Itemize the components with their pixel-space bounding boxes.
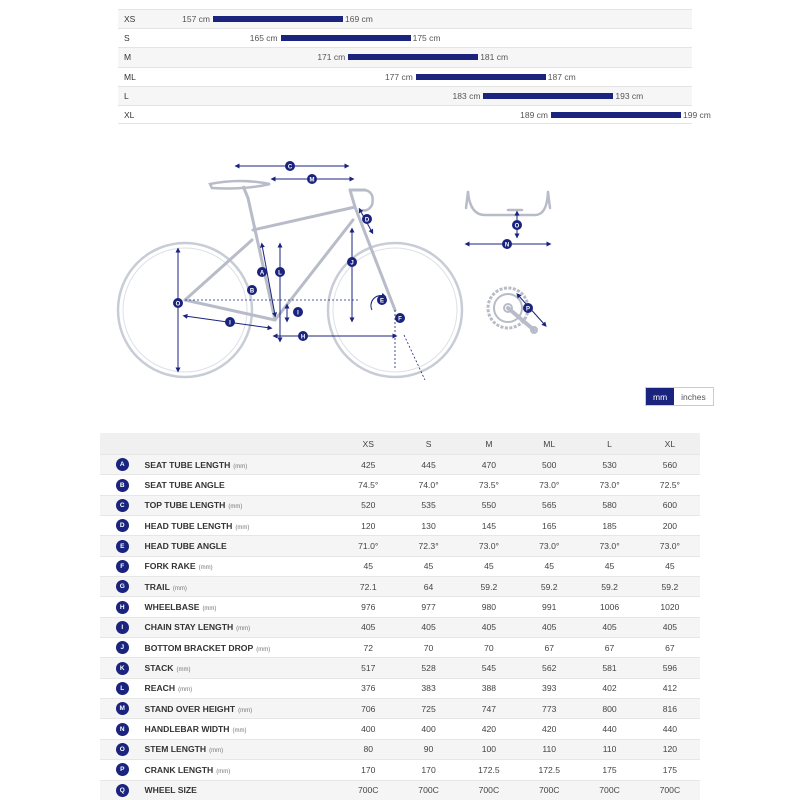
svg-text:I: I (229, 320, 231, 327)
row-label (145, 724, 339, 734)
row-label-text: WHEELBASE (144, 602, 200, 613)
height-range-bar (213, 16, 343, 22)
table-cell: 420 (481, 724, 497, 735)
row-letter-badge: M (116, 702, 129, 715)
row-label-text: STEM LENGTH (144, 744, 207, 755)
table-cell: 45 (363, 561, 374, 572)
handlebar-detail (466, 192, 550, 215)
table-cell: 67 (665, 642, 675, 653)
table-cell: 773 (542, 703, 557, 714)
height-range-chart (118, 9, 711, 124)
row-unit: (mm) (198, 565, 213, 572)
diagram-label-a (257, 267, 267, 277)
column-header-xl: XL (664, 438, 676, 449)
column-header-xs: XS (362, 438, 374, 449)
table-cell: 73.0° (599, 480, 620, 491)
table-cell: 530 (602, 459, 617, 470)
table-cell: 700C (418, 785, 439, 796)
row-label-text: TRAIL (144, 581, 170, 592)
height-range-bar (551, 112, 681, 118)
diagram-label-n (502, 239, 512, 249)
height-max-label: 175 cm (412, 33, 441, 44)
table-row (100, 719, 700, 739)
height-row-l (118, 86, 692, 105)
row-label (145, 602, 339, 612)
height-range-bar (281, 35, 411, 41)
table-cell: 120 (361, 520, 376, 531)
diagram-label-e (377, 295, 387, 305)
table-cell: 45 (423, 561, 434, 572)
geometry-table (100, 433, 700, 800)
table-row (100, 679, 700, 699)
handlebar-drop (362, 190, 373, 210)
height-max-label: 199 cm (683, 109, 711, 120)
table-cell: 72.1 (359, 581, 377, 592)
row-letter-badge: K (116, 662, 129, 675)
diagram-label-p (523, 303, 533, 313)
table-cell: 405 (481, 622, 497, 633)
table-cell: 700C (599, 785, 620, 796)
table-cell: 90 (423, 744, 434, 755)
height-row-size: XS (124, 14, 136, 24)
row-label-text: STAND OVER HEIGHT (144, 703, 236, 714)
height-row-size: S (124, 33, 130, 44)
row-label (145, 622, 339, 632)
height-row-size: ML (124, 71, 136, 82)
table-cell: 700C (659, 785, 681, 796)
table-cell: 70 (484, 642, 494, 653)
svg-text:C: C (287, 164, 293, 171)
row-unit: (mm) (202, 606, 217, 613)
table-cell: 747 (481, 703, 497, 714)
table-row (100, 699, 700, 719)
height-row-size: XL (124, 109, 135, 120)
table-cell: 445 (421, 459, 436, 470)
table-row (100, 557, 700, 577)
diagram-label-l (307, 174, 317, 184)
table-cell: 470 (481, 459, 497, 470)
table-row (100, 516, 700, 536)
row-letter-badge: E (116, 540, 129, 553)
table-cell: 1006 (599, 602, 620, 613)
table-cell: 562 (542, 663, 557, 674)
svg-text:M: M (309, 177, 315, 184)
table-cell: 440 (662, 724, 678, 735)
table-row (100, 740, 700, 760)
row-unit: (mm) (176, 667, 191, 674)
table-cell: 175 (662, 764, 678, 775)
table-row (100, 618, 700, 638)
table-cell: 980 (481, 602, 497, 613)
table-cell: 700C (478, 785, 500, 796)
diagram-label-h (298, 331, 308, 341)
table-cell: 59.2 (540, 581, 558, 592)
row-label (145, 785, 339, 795)
row-label (145, 521, 339, 531)
table-cell: 120 (662, 744, 678, 755)
table-cell: 560 (662, 459, 678, 470)
row-letter-badge: G (116, 580, 129, 593)
row-label (145, 541, 339, 551)
diagram-label-c (285, 161, 295, 171)
row-letter-badge: I (116, 621, 129, 634)
svg-text:O: O (514, 223, 520, 230)
row-letter-badge: O (116, 743, 129, 756)
row-letter-badge: N (116, 723, 129, 736)
table-row (100, 577, 700, 597)
row-letter-badge: D (116, 519, 129, 532)
row-label-text: BOTTOM BRACKET DROP (144, 642, 254, 653)
row-unit: (mm) (233, 463, 248, 470)
row-unit: (mm) (238, 707, 253, 714)
svg-text:O: O (175, 301, 181, 308)
table-cell: 175 (602, 764, 617, 775)
table-row (100, 638, 700, 658)
unit-toggle (645, 387, 714, 406)
table-cell: 405 (602, 622, 617, 633)
column-header-l: L (607, 438, 612, 449)
row-label (145, 765, 339, 775)
table-cell: 706 (361, 703, 376, 714)
table-cell: 130 (421, 520, 436, 531)
svg-text:F: F (398, 316, 402, 323)
table-cell: 185 (602, 520, 617, 531)
row-unit: (mm) (232, 728, 247, 735)
table-row (100, 475, 700, 495)
row-label-text: CRANK LENGTH (144, 764, 214, 775)
row-letter-badge: C (116, 499, 129, 512)
svg-text:I: I (297, 310, 299, 317)
row-unit: (mm) (256, 646, 271, 653)
table-cell: 596 (662, 663, 678, 674)
row-label-text: FORK RAKE (144, 561, 196, 572)
table-cell: 73.0° (539, 480, 560, 491)
height-max-label: 193 cm (615, 90, 644, 101)
table-cell: 70 (423, 642, 434, 653)
table-cell: 580 (602, 500, 617, 511)
row-letter-badge: L (116, 682, 129, 695)
table-cell: 388 (481, 683, 497, 694)
table-cell: 520 (361, 500, 376, 511)
row-unit: (mm) (228, 504, 243, 511)
table-row (100, 781, 700, 800)
table-cell: 100 (481, 744, 497, 755)
diagram-label-j (293, 307, 303, 317)
height-range-bar (416, 74, 546, 80)
table-row (100, 536, 700, 556)
table-cell: 73.0° (659, 541, 680, 552)
height-row-size: M (124, 52, 132, 63)
diagram-labels (173, 161, 405, 341)
dimension-lines (175, 166, 395, 370)
row-letter-badge: B (116, 479, 129, 492)
table-cell: 440 (602, 724, 617, 735)
height-min-label: 189 cm (520, 109, 548, 120)
height-min-label: 177 cm (384, 71, 413, 82)
row-label (145, 683, 339, 693)
table-header-row (100, 433, 700, 455)
table-cell: 405 (542, 622, 557, 633)
diagram-label-f (395, 313, 405, 323)
table-cell: 816 (662, 703, 678, 714)
svg-text:B: B (249, 288, 255, 295)
table-cell: 73.0° (599, 541, 620, 552)
row-label-text: REACH (144, 683, 176, 694)
row-letter-badge: Q (116, 784, 129, 797)
table-cell: 405 (421, 622, 436, 633)
table-cell: 170 (361, 764, 376, 775)
table-cell: 67 (604, 642, 615, 653)
svg-text:J: J (350, 260, 354, 267)
height-row-m (118, 47, 692, 66)
row-unit: (mm) (172, 585, 187, 592)
row-label (145, 663, 339, 673)
row-label-text: HEAD TUBE LENGTH (144, 520, 233, 531)
table-cell: 110 (602, 744, 617, 755)
row-label (145, 643, 339, 653)
height-row-xs (118, 9, 692, 28)
row-unit: (mm) (216, 768, 231, 775)
svg-text:N: N (504, 242, 510, 249)
table-cell: 73.0° (539, 541, 560, 552)
row-label-text: HANDLEBAR WIDTH (144, 724, 230, 735)
table-cell: 110 (542, 744, 557, 755)
table-cell: 725 (421, 703, 436, 714)
table-cell: 74.5° (358, 480, 379, 491)
height-range-bar (348, 54, 478, 60)
table-cell: 45 (484, 561, 494, 572)
svg-text:L: L (278, 270, 282, 277)
row-unit: (mm) (178, 687, 193, 694)
table-cell: 581 (602, 663, 617, 674)
svg-text:E: E (379, 298, 385, 305)
diagram-label-o-stem (512, 220, 522, 230)
row-letter-badge: F (116, 560, 129, 573)
height-max-label: 181 cm (480, 52, 509, 63)
table-row (100, 455, 700, 475)
table-cell: 517 (361, 663, 376, 674)
table-cell: 64 (423, 581, 434, 592)
table-cell: 400 (421, 724, 436, 735)
table-cell: 425 (361, 459, 376, 470)
table-row (100, 496, 700, 516)
row-label (145, 460, 339, 470)
height-row-s (118, 28, 692, 47)
height-min-label: 183 cm (452, 90, 481, 101)
row-label (145, 582, 339, 592)
table-cell: 977 (421, 602, 436, 613)
table-cell: 700C (357, 785, 379, 796)
table-cell: 80 (363, 744, 374, 755)
table-cell: 200 (662, 520, 678, 531)
height-min-label: 171 cm (317, 52, 346, 63)
height-row-ml (118, 67, 692, 86)
column-header-s: S (425, 438, 432, 449)
row-letter-badge: P (116, 763, 129, 776)
row-unit: (mm) (235, 524, 250, 531)
row-label-text: SEAT TUBE LENGTH (144, 459, 231, 470)
height-min-label: 157 cm (182, 14, 210, 24)
table-row (100, 760, 700, 780)
table-cell: 400 (361, 724, 376, 735)
table-row (100, 597, 700, 617)
table-cell: 59.2 (661, 581, 679, 592)
row-label (145, 480, 339, 490)
row-label (145, 744, 339, 754)
table-cell: 550 (481, 500, 497, 511)
svg-text:A: A (259, 270, 265, 277)
height-row-xl (118, 105, 711, 124)
table-cell: 700C (538, 785, 560, 796)
table-cell: 72.3° (418, 541, 439, 552)
table-cell: 565 (542, 500, 557, 511)
table-cell: 402 (602, 683, 617, 694)
table-cell: 74.0° (418, 480, 439, 491)
row-label-text: TOP TUBE LENGTH (144, 500, 226, 511)
table-cell: 800 (602, 703, 617, 714)
table-cell: 67 (544, 642, 554, 653)
bike-geometry-diagram (110, 145, 710, 395)
row-label-text: STACK (144, 663, 174, 674)
height-max-label: 187 cm (547, 71, 576, 82)
table-cell: 73.0° (478, 541, 499, 552)
table-cell: 165 (542, 520, 557, 531)
diagram-label-o (173, 298, 183, 308)
svg-text:H: H (300, 334, 306, 341)
table-cell: 59.2 (480, 581, 498, 592)
height-max-label: 169 cm (345, 14, 373, 24)
height-row-size: L (124, 90, 129, 101)
table-cell: 383 (421, 683, 436, 694)
row-letter-badge: J (116, 641, 129, 654)
table-cell: 405 (662, 622, 678, 633)
table-cell: 170 (421, 764, 436, 775)
diagram-label-k (347, 257, 357, 267)
row-label (145, 500, 339, 510)
table-cell: 600 (662, 500, 678, 511)
row-letter-badge: A (116, 458, 129, 471)
table-cell: 500 (542, 459, 557, 470)
row-label-text: WHEEL SIZE (144, 785, 197, 796)
table-cell: 72 (363, 642, 374, 653)
table-cell: 172.5 (538, 764, 560, 775)
row-label (145, 704, 339, 714)
column-header-ml: ML (543, 438, 556, 449)
diagram-label-d (362, 214, 372, 224)
table-cell: 145 (481, 520, 497, 531)
row-label-text: SEAT TUBE ANGLE (144, 480, 225, 491)
svg-text:D: D (364, 217, 370, 224)
table-cell: 405 (361, 622, 376, 633)
height-range-bar (483, 93, 613, 99)
table-cell: 535 (421, 500, 436, 511)
table-cell: 45 (544, 561, 554, 572)
table-row (100, 658, 700, 678)
table-cell: 545 (481, 663, 497, 674)
table-cell: 45 (665, 561, 675, 572)
table-cell: 393 (542, 683, 557, 694)
diagram-label-b (247, 285, 257, 295)
row-label-text: CHAIN STAY LENGTH (144, 622, 234, 633)
table-cell: 412 (662, 683, 678, 694)
row-unit: (mm) (209, 748, 224, 755)
table-cell: 1020 (660, 602, 680, 613)
table-cell: 976 (361, 602, 376, 613)
table-cell: 991 (542, 602, 557, 613)
table-cell: 59.2 (601, 581, 618, 592)
table-cell: 71.0° (358, 541, 379, 552)
table-cell: 73.5° (478, 480, 499, 491)
diagram-label-m (275, 267, 285, 277)
table-cell: 528 (421, 663, 436, 674)
column-header-m: M (485, 438, 493, 449)
row-label-text: HEAD TUBE ANGLE (144, 541, 227, 552)
saddle (210, 181, 270, 189)
table-cell: 72.5° (659, 480, 680, 491)
unit-mm-button[interactable]: mm (646, 388, 674, 405)
row-letter-badge: H (116, 601, 129, 614)
table-cell: 376 (361, 683, 376, 694)
height-min-label: 165 cm (249, 33, 278, 44)
svg-text:P: P (525, 306, 531, 313)
table-cell: 420 (542, 724, 557, 735)
row-unit: (mm) (236, 626, 251, 633)
table-cell: 172.5 (478, 764, 500, 775)
unit-inches-button[interactable]: inches (674, 388, 713, 405)
diagram-label-i (225, 317, 235, 327)
table-cell: 45 (604, 561, 615, 572)
row-label (145, 561, 339, 571)
